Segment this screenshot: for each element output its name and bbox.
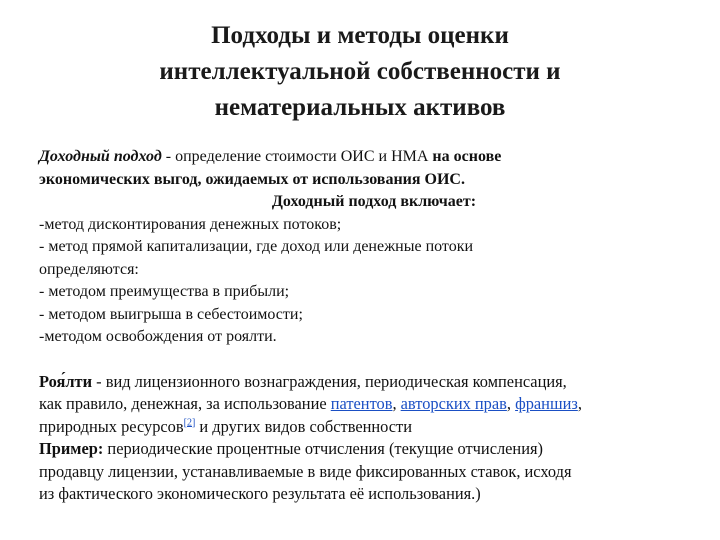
royalty-def-line-3-end: и других видов собственности	[195, 416, 412, 436]
example-line-1	[39, 438, 709, 461]
income-includes-heading: Доходный подход включает:	[271, 193, 477, 210]
section-gap	[39, 349, 709, 371]
title-line-2: интеллектуальной собственности и	[159, 58, 561, 85]
income-approach-term: Доходный подход	[39, 148, 162, 165]
method-item-1: -метод дисконтирования денежных потоков;	[39, 215, 342, 233]
income-definition-text: - определение стоимости ОИС и НМА	[161, 148, 433, 165]
example-line-3: из фактического экономического результата её использования.)	[39, 484, 481, 503]
title-line-3: нематериальных активов	[214, 94, 506, 121]
method-item-5: - методом выигрыша в себестоимости;	[39, 305, 303, 323]
royalty-line-1	[39, 371, 709, 394]
example-label: Пример:	[39, 439, 104, 458]
slide-body	[39, 146, 709, 506]
income-definition-bold-2: экономических выгод, ожидаемых от использования ОИС.	[39, 170, 465, 188]
royalty-def-line-2-start: как правило, денежная, за использование	[39, 394, 331, 413]
royalty-def-line-2-end: ,	[577, 394, 582, 413]
income-definition-bold-1: на основе	[432, 148, 502, 165]
royalty-line-3	[39, 416, 709, 439]
royalty-def-line-1: - вид лицензионного вознаграждения, периодическая компенсация,	[92, 371, 567, 391]
link-separator-1: ,	[392, 394, 401, 413]
slide-title	[0, 18, 720, 126]
copyright-link[interactable]: авторских прав	[400, 394, 507, 413]
title-line-1: Подходы и методы оценки	[211, 22, 509, 49]
patents-link[interactable]: патентов	[330, 394, 393, 413]
income-definition	[39, 146, 709, 169]
method-item-6: -методом освобождения от роялти.	[39, 328, 277, 345]
example-line-2: продавцу лицензии, устанавливаемые в виде фиксированных ставок, исходя	[39, 461, 572, 481]
royalty-term: Роя́лти	[39, 371, 93, 391]
example-text-1: периодические процентные отчисления (текущие отчисления)	[103, 439, 543, 458]
reference-link[interactable]: [2]	[183, 417, 196, 429]
royalty-line-2	[39, 393, 709, 416]
link-separator-2: ,	[506, 394, 516, 413]
royalty-def-line-3-start: природных ресурсов	[39, 416, 184, 436]
method-item-2: - метод прямой капитализации, где доход или денежные потоки	[39, 238, 474, 255]
method-item-4: - методом преимущества в прибыли;	[39, 283, 290, 300]
franchise-link[interactable]: франшиз	[515, 394, 578, 413]
method-item-3: определяются:	[39, 260, 139, 278]
royalty-section	[39, 371, 709, 506]
